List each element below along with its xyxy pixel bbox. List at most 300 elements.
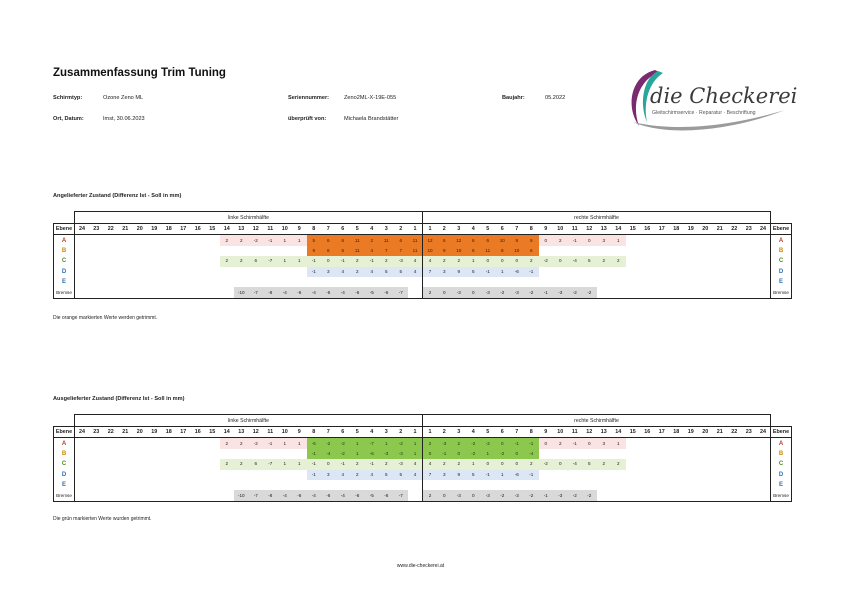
column-header: 15 (626, 224, 641, 235)
trim-value-cell: 0 (553, 459, 568, 469)
trim-value-cell: 1 (611, 438, 626, 449)
trim-value-cell (640, 470, 655, 480)
column-header: 20 (133, 224, 148, 235)
trim-value-cell (655, 480, 670, 490)
trim-value-cell: 2 (234, 256, 249, 266)
ebene-label: Ebene (771, 224, 792, 235)
trim-value-cell (452, 480, 467, 490)
trim-value-cell: 1 (495, 267, 510, 277)
trim-value-cell (466, 277, 481, 287)
trim-value-cell (684, 287, 699, 298)
trim-value-cell (626, 256, 641, 266)
seriennummer-label: Seriennummer: (288, 95, 330, 101)
trim-value-cell (336, 480, 351, 490)
trim-value-cell (626, 287, 641, 298)
trim-value-cell: 1 (278, 256, 293, 266)
trim-value-cell (89, 246, 104, 256)
trim-value-cell (118, 267, 133, 277)
column-header: 8 (524, 224, 539, 235)
trim-value-cell (133, 235, 148, 246)
trim-value-cell (713, 267, 728, 277)
trim-value-cell: 4 (336, 267, 351, 277)
trim-value-cell: 2 (524, 459, 539, 469)
trim-value-cell (669, 235, 684, 246)
left-half-label: linke Schirmhälfte (75, 212, 423, 224)
trim-value-cell: 2 (437, 459, 452, 469)
trim-value-cell (191, 438, 206, 449)
trim-value-cell (191, 459, 206, 469)
trim-value-cell (597, 287, 612, 298)
page-title: Zusammenfassung Trim Tuning (53, 67, 226, 79)
trim-value-cell (249, 449, 264, 459)
trim-value-cell (220, 246, 235, 256)
trim-value-cell (104, 470, 119, 480)
trim-value-cell: 1 (466, 256, 481, 266)
trim-value-cell: -1 (539, 490, 554, 501)
trim-value-cell: -6 (292, 490, 307, 501)
trim-value-cell (698, 267, 713, 277)
trim-value-cell: 3 (321, 267, 336, 277)
trim-value-cell (75, 459, 90, 469)
trim-value-cell: -7 (249, 287, 264, 298)
trim-value-cell (89, 277, 104, 287)
trim-value-cell: 1 (408, 449, 423, 459)
trim-value-cell (539, 449, 554, 459)
trim-value-cell: -1 (336, 459, 351, 469)
trim-value-cell (75, 267, 90, 277)
column-header: 10 (278, 427, 293, 438)
trim-value-cell (191, 246, 206, 256)
row-level-label: B (54, 449, 75, 459)
trim-value-cell (727, 235, 742, 246)
column-header: 23 (742, 224, 757, 235)
trim-value-cell (611, 267, 626, 277)
trim-value-cell (742, 277, 757, 287)
trim-value-cell: -1 (437, 449, 452, 459)
trim-value-cell: 3 (597, 235, 612, 246)
delivered-trim-table (53, 211, 792, 299)
trim-value-cell (147, 470, 162, 480)
trim-value-cell (684, 235, 699, 246)
trim-value-cell (278, 449, 293, 459)
trim-value-cell (713, 480, 728, 490)
trim-value-cell: 6 (249, 256, 264, 266)
column-header: 3 (379, 427, 394, 438)
column-header: 4 (466, 224, 481, 235)
trim-value-cell (684, 480, 699, 490)
trim-value-cell: -2 (321, 438, 336, 449)
trim-value-cell: 3 (437, 267, 452, 277)
trim-value-cell (626, 267, 641, 277)
trim-value-cell: -2 (539, 256, 554, 266)
baujahr-label: Baujahr: (502, 95, 525, 101)
trim-value-cell (205, 449, 220, 459)
trim-value-cell (292, 267, 307, 277)
column-header: 17 (655, 224, 670, 235)
column-header: 19 (147, 427, 162, 438)
trim-value-cell: 1 (379, 438, 394, 449)
trim-value-cell (75, 287, 90, 298)
column-header: 7 (321, 224, 336, 235)
trim-value-cell (597, 480, 612, 490)
trim-value-cell: -3 (394, 449, 409, 459)
trim-value-cell (495, 480, 510, 490)
trim-value-cell (234, 246, 249, 256)
trim-value-cell: 6 (336, 235, 351, 246)
trim-value-cell: -1 (307, 256, 322, 266)
trim-value-cell (75, 277, 90, 287)
trim-value-cell (698, 459, 713, 469)
trim-value-cell: 10 (510, 246, 525, 256)
trim-value-cell (684, 470, 699, 480)
column-header: 24 (756, 224, 771, 235)
trim-value-cell: 5 (466, 470, 481, 480)
trim-value-cell (162, 438, 177, 449)
trim-value-cell (727, 449, 742, 459)
returned-section-heading: Ausgelieferter Zustand (Differenz Ist - Soll in mm) (53, 396, 185, 402)
trim-value-cell (307, 277, 322, 287)
trim-value-cell (727, 480, 742, 490)
row-level-label: C (54, 256, 75, 266)
trim-value-cell (626, 480, 641, 490)
trim-value-cell: -1 (307, 470, 322, 480)
trim-value-cell (278, 480, 293, 490)
trim-value-cell: -2 (336, 449, 351, 459)
trim-value-cell (162, 490, 177, 501)
column-header: 20 (698, 427, 713, 438)
trim-value-cell (133, 459, 148, 469)
trim-value-cell (162, 277, 177, 287)
trim-value-cell: 0 (510, 459, 525, 469)
trim-value-cell (162, 235, 177, 246)
row-level-label: C (771, 459, 792, 469)
trim-value-cell: -2 (481, 438, 496, 449)
trim-value-cell (727, 246, 742, 256)
trim-value-cell (684, 277, 699, 287)
trim-value-cell: 11 (350, 246, 365, 256)
trim-value-cell: 4 (365, 470, 380, 480)
trim-value-cell (147, 277, 162, 287)
column-header: 9 (292, 427, 307, 438)
column-header: 22 (727, 224, 742, 235)
trim-value-cell (582, 246, 597, 256)
trim-value-cell (234, 277, 249, 287)
column-header: 15 (205, 427, 220, 438)
column-header: 16 (191, 427, 206, 438)
trim-value-cell (118, 470, 133, 480)
right-half-label: rechte Schirmhälfte (423, 415, 771, 427)
row-level-label: B (771, 246, 792, 256)
trim-value-cell (162, 470, 177, 480)
trim-value-cell: -2 (495, 449, 510, 459)
trim-value-cell: 4 (408, 267, 423, 277)
trim-value-cell: -1 (307, 449, 322, 459)
column-header: 23 (89, 224, 104, 235)
trim-value-cell: 5 (379, 267, 394, 277)
column-header: 10 (553, 427, 568, 438)
column-header: 6 (495, 224, 510, 235)
trim-value-cell: -7 (365, 438, 380, 449)
row-level-label: E (771, 480, 792, 490)
trim-value-cell (89, 235, 104, 246)
row-level-label: C (771, 256, 792, 266)
trim-value-cell (89, 470, 104, 480)
trim-value-cell (75, 490, 90, 501)
column-header: 21 (118, 427, 133, 438)
trim-value-cell (713, 256, 728, 266)
trim-value-cell (727, 438, 742, 449)
trim-value-cell: 5 (394, 470, 409, 480)
trim-value-cell: -6 (350, 490, 365, 501)
trim-value-cell: 4 (408, 470, 423, 480)
trim-value-cell: 2 (597, 256, 612, 266)
trim-value-cell (640, 480, 655, 490)
trim-value-cell: 9 (452, 470, 467, 480)
trim-value-cell: 1 (481, 449, 496, 459)
column-header: 22 (104, 224, 119, 235)
trim-value-cell: 0 (495, 459, 510, 469)
trim-value-cell (220, 287, 235, 298)
trim-value-cell (234, 470, 249, 480)
trim-value-cell: 2 (220, 235, 235, 246)
trim-value-cell (394, 277, 409, 287)
trim-value-cell (408, 480, 423, 490)
trim-value-cell: 1 (350, 449, 365, 459)
trim-value-cell (205, 459, 220, 469)
trim-value-cell (220, 277, 235, 287)
trim-value-cell (640, 287, 655, 298)
trim-value-cell: 0 (437, 490, 452, 501)
trim-value-cell (133, 277, 148, 287)
trim-value-cell (669, 449, 684, 459)
trim-value-cell: -3 (394, 256, 409, 266)
trim-value-cell: 1 (408, 438, 423, 449)
column-header: 12 (582, 427, 597, 438)
trim-value-cell: 2 (350, 267, 365, 277)
column-header: 24 (75, 427, 90, 438)
column-header: 14 (220, 427, 235, 438)
trim-value-cell: -4 (278, 287, 293, 298)
trim-value-cell (133, 470, 148, 480)
trim-value-cell: -3 (510, 287, 525, 298)
corner-cell (54, 212, 75, 224)
returned-trim-table (53, 414, 792, 502)
trim-value-cell (249, 246, 264, 256)
trim-value-cell (756, 235, 771, 246)
trim-value-cell (669, 490, 684, 501)
row-level-label: E (54, 277, 75, 287)
trim-value-cell: -7 (394, 287, 409, 298)
trim-value-cell (191, 470, 206, 480)
column-header: 12 (249, 224, 264, 235)
column-header: 8 (524, 427, 539, 438)
trim-value-cell (191, 480, 206, 490)
column-header: 7 (510, 224, 525, 235)
trim-value-cell (118, 490, 133, 501)
row-level-label: A (54, 438, 75, 449)
trim-value-cell (191, 235, 206, 246)
trim-value-cell (263, 277, 278, 287)
trim-value-cell: 11 (350, 235, 365, 246)
trim-value-cell (176, 267, 191, 277)
trim-value-cell (655, 490, 670, 501)
trim-value-cell (582, 480, 597, 490)
trim-value-cell (191, 287, 206, 298)
trim-value-cell: 4 (408, 459, 423, 469)
trim-value-cell (75, 235, 90, 246)
trim-value-cell (655, 459, 670, 469)
trim-value-cell (133, 246, 148, 256)
trim-value-cell: 5 (394, 267, 409, 277)
row-level-label: A (771, 438, 792, 449)
trim-value-cell: -2 (495, 490, 510, 501)
trim-value-cell (292, 480, 307, 490)
trim-value-cell (104, 480, 119, 490)
trim-value-cell: 2 (452, 438, 467, 449)
trim-value-cell (597, 246, 612, 256)
trim-value-cell (553, 470, 568, 480)
trim-value-cell (698, 490, 713, 501)
trim-value-cell (539, 246, 554, 256)
trim-value-cell (75, 438, 90, 449)
trim-value-cell (220, 267, 235, 277)
trim-value-cell (423, 480, 438, 490)
column-header: 22 (104, 427, 119, 438)
delivered-section-heading: Angelieferter Zustand (Differenz Ist - Soll in mm) (53, 193, 182, 199)
trim-value-cell (713, 490, 728, 501)
trim-value-cell: 12 (423, 235, 438, 246)
trim-value-cell (191, 449, 206, 459)
trim-value-cell (176, 470, 191, 480)
trim-value-cell (727, 470, 742, 480)
trim-value-cell: 5 (582, 459, 597, 469)
column-header: 21 (118, 224, 133, 235)
trim-value-cell: -2 (568, 287, 583, 298)
trim-value-cell (379, 277, 394, 287)
trim-value-cell: 5 (466, 267, 481, 277)
trim-value-cell: 2 (452, 256, 467, 266)
trim-value-cell (205, 235, 220, 246)
trim-value-cell (133, 256, 148, 266)
trim-value-cell: 1 (350, 438, 365, 449)
trim-value-cell: 11 (481, 246, 496, 256)
trim-value-cell (669, 287, 684, 298)
trim-value-cell (205, 256, 220, 266)
column-header: 11 (263, 427, 278, 438)
trim-value-cell (727, 287, 742, 298)
logo-name: die Checkerei (650, 84, 798, 108)
trim-value-cell (669, 470, 684, 480)
trim-value-cell (89, 256, 104, 266)
trim-value-cell (394, 480, 409, 490)
trim-value-cell (89, 459, 104, 469)
column-header: 16 (640, 224, 655, 235)
trim-value-cell: 6 (437, 235, 452, 246)
trim-value-cell (104, 246, 119, 256)
trim-value-cell (408, 287, 423, 298)
trim-value-cell (713, 235, 728, 246)
trim-value-cell (640, 277, 655, 287)
trim-value-cell: 7 (423, 267, 438, 277)
trim-value-cell: 5 (307, 235, 322, 246)
trim-value-cell (582, 470, 597, 480)
trim-value-cell (655, 470, 670, 480)
trim-value-cell (162, 459, 177, 469)
trim-value-cell (220, 480, 235, 490)
column-header: 23 (89, 427, 104, 438)
trim-value-cell: 9 (437, 246, 452, 256)
column-header: 24 (756, 427, 771, 438)
trim-value-cell: 2 (553, 235, 568, 246)
column-header: 18 (669, 224, 684, 235)
column-header: 15 (205, 224, 220, 235)
trim-value-cell: -7 (249, 490, 264, 501)
trim-value-cell (437, 277, 452, 287)
trim-value-cell: -10 (234, 490, 249, 501)
trim-value-cell: -1 (568, 235, 583, 246)
column-header: 14 (220, 224, 235, 235)
trim-value-cell: -1 (524, 470, 539, 480)
trim-value-cell (640, 438, 655, 449)
trim-value-cell (162, 480, 177, 490)
trim-value-cell (742, 235, 757, 246)
trim-value-cell: -2 (582, 490, 597, 501)
column-header: 13 (234, 427, 249, 438)
trim-value-cell: -3 (452, 490, 467, 501)
trim-value-cell: -1 (263, 235, 278, 246)
corner-cell (771, 415, 792, 427)
trim-value-cell: 2 (524, 256, 539, 266)
row-level-label: E (771, 277, 792, 287)
trim-value-cell: -5 (365, 490, 380, 501)
returned-note: Die grün markierten Werte wurden getrimmt. (53, 516, 152, 522)
trim-value-cell (756, 480, 771, 490)
trim-value-cell (756, 277, 771, 287)
logo-tagline: Gleitschirmservice · Reparatur · Beschriftung (652, 110, 756, 116)
trim-value-cell (249, 480, 264, 490)
column-header: 10 (278, 224, 293, 235)
trim-value-cell (655, 287, 670, 298)
trim-value-cell: -1 (365, 256, 380, 266)
trim-value-cell: 7 (379, 246, 394, 256)
column-header: 17 (176, 224, 191, 235)
trim-value-cell (742, 490, 757, 501)
trim-value-cell: -6 (510, 267, 525, 277)
trim-value-cell: 9 (307, 246, 322, 256)
trim-value-cell: 1 (278, 235, 293, 246)
row-level-label: D (771, 267, 792, 277)
column-header: 4 (365, 427, 380, 438)
trim-value-cell: 0 (321, 459, 336, 469)
trim-value-cell (104, 438, 119, 449)
trim-value-cell: -1 (524, 438, 539, 449)
trim-value-cell: 5 (379, 470, 394, 480)
trim-value-cell (727, 277, 742, 287)
trim-value-cell (162, 246, 177, 256)
trim-value-cell: -6 (365, 449, 380, 459)
trim-value-cell (611, 470, 626, 480)
trim-value-cell (727, 490, 742, 501)
trim-value-cell (118, 480, 133, 490)
trim-value-cell: 0 (539, 438, 554, 449)
trim-value-cell (176, 287, 191, 298)
trim-value-cell: 0 (582, 438, 597, 449)
trim-value-cell (742, 287, 757, 298)
trim-value-cell: -3 (553, 490, 568, 501)
trim-value-cell: -3 (452, 287, 467, 298)
row-level-label: E (54, 480, 75, 490)
column-header: 8 (307, 224, 322, 235)
